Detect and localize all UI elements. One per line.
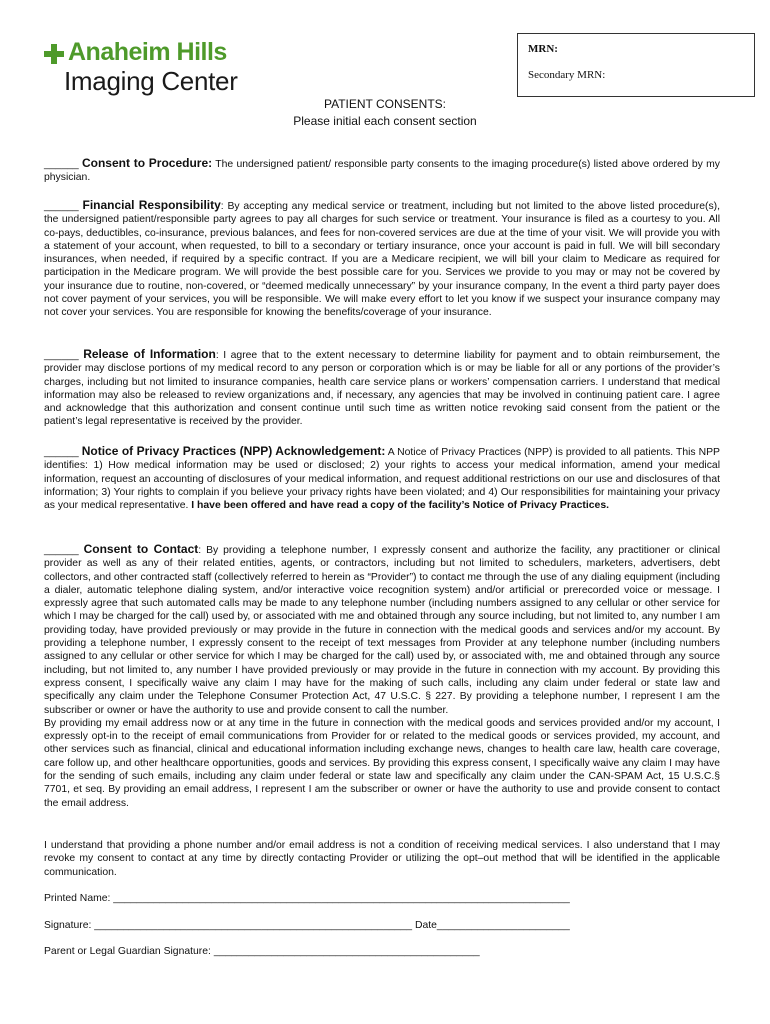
medical-cross-icon <box>44 44 64 64</box>
understanding-section <box>44 839 720 879</box>
mrn-label: MRN: <box>528 43 558 55</box>
email-consent-text: By providing my email address now or at any time in the future in connection with the medical goods and services provided and/or my account, I expressly opt-in to the receipt of email communications from Provider for or related to the medical goods or services provided, my account, and other services such as financial, clinical and educational information including exchange news, changes to health care law, health care coverage, care follow up, and other healthcare opportunities, goods and services. By providing this express consent, I specifically waive any claim I may have for the sending of such emails, including any claim under federal or state law and specifically any claim under the CAN-SPAM Act, 15 U.S.C.§ 7701, et seq. By providing an email address, I represent I am the subscriber or owner or have the authority to use and provide consent to contact the email address. <box>44 717 720 809</box>
financial-responsibility-section <box>44 199 720 320</box>
printed-name-field[interactable]: Printed Name: _______________________________________________________________________________ <box>44 893 570 904</box>
section-text: : By accepting any medical service or treatment, including but not limited to the above listed procedure(s), the undersigned patient/responsible party agrees to pay all charges for such service or treatment. Your insurance is filed as a courtesy to you. All co-pays, deductibles, co-insurance, previous balances, and fees for non-covered services are due at the time of your visit. We will provide you with a statement of your account, when requested, to bill to a secondary or tertiary insurance, once your account is paid in full. We will bill secondary insurances, when needed, if required by a specific contract. If you are a Medicare recipient, we will bill your claim to Medicare as required for participation in the Medicare program. We will provide the best possible care for you. Services we provide to you may or may not be covered by your insurance due to routine, non-covered, or “deemed medically unnecessary” by your insurance company, In the event a third party payer does not cover payment of your services, you will be responsible. We will make every effort to let you know if we suspect your insurance company may not cover your services. You are responsible for knowing the benefits/coverage of your insurance. <box>44 201 720 319</box>
release-of-information-section <box>44 348 720 429</box>
page-title: PATIENT CONSENTS: <box>323 97 446 111</box>
section-heading: Consent to Procedure: <box>81 156 213 170</box>
section-text: I understand that providing a phone number and/or email address is not a condition of receiving medical services. I also understand that I may revoke my consent to contact at any time by directly contacting Provider or utilizing the opt–out method that will be identified in the applicable communication. <box>44 840 720 878</box>
section-heading: Consent to Contact <box>83 542 199 556</box>
mrn-box <box>517 33 755 97</box>
consent-to-contact-section <box>44 543 720 810</box>
consent-procedure-section <box>44 157 720 185</box>
logo-line-2: Imaging Center <box>64 66 238 96</box>
signature-date-field[interactable]: Signature: _______________________________________________________ Date_______________________ <box>44 920 570 931</box>
page-subtitle: Please initial each consent section <box>293 114 477 128</box>
initial-blank[interactable]: ______ <box>44 447 79 458</box>
guardian-signature-field[interactable]: Parent or Legal Guardian Signature: ______________________________________________ <box>44 946 480 957</box>
section-heading: Financial Responsibility <box>82 198 221 212</box>
section-text: : By providing a telephone number, I expressly consent and authorize the facility, any practitioner or clinical provider as well as any of their related entities, agents, or contractors, including but not limited to schedulers, marketers, advertisers, debt collectors, and other contracted staff (collectively referred to herein as “Provider”) to contact me through the use of any dialing equipment (including a dialer, automatic telephone dialing system, and/or interactive voice recognition system) and/or artificial or prerecorded voice or message. I expressly agree that such automated calls may be made to any telephone number (including numbers assigned to any cellular or other service for which I may be charged for the call) used by, or associated with me and obtained through any source including, but not limited to, any number I am providing today, have provided previously or may provide in the future in connection with the medical goods and services and/or my account. By providing a telephone number, I expressly consent to the receipt of text messages from Provider at any telephone number (including numbers assigned to any cellular or other service for which I may be charged for the call) used by, or associated with, me and obtained through any source including, but not limited to, any number I have provided previously or may provide in the future in connection with my account. By providing this express consent, I specifically waive any claim I may have for the making of such calls, including any claim under federal or state law and specifically any claim under the Telephone Consumer Protection Act, 47 U.S.C. § 227. By providing a telephone number, I represent I am the subscriber or owner or have the authority to use and provide consent to call the number. <box>44 545 720 716</box>
initial-blank[interactable]: ______ <box>44 201 79 212</box>
privacy-practices-section <box>44 445 720 512</box>
section-text: : I agree that to the extent necessary to determine liability for payment and to obtain reimbursement, the provider may disclose portions of my medical record to any person or corporation which is or may be liable for all or any portions of the provider’s charges, including but not limited to insurance companies, health care service plans or workers’ compensation carriers. I understand that medical information may also be released to review organizations and, if necessary, any agencies that may be involved in continuing patient care. I agree and acknowledge that this authorization and consent continue until such time as written notice revoking said consent from the patient or the patient’s legal representative is received by the provider. <box>44 350 721 428</box>
initial-blank[interactable]: ______ <box>44 350 79 361</box>
initial-blank[interactable]: ______ <box>44 159 79 170</box>
section-text: A Notice of Privacy Practices (NPP) is provided to all patients. This NPP identifies: 1) How medical information may be used or disclosed; 2) your rights to access your medical information, amend your medical information, request an accounting of disclosures of your medical information, and request additional restrictions on our use and disclosures of that information; 3) Your rights to complain if you believe your privacy rights have been violated; and 4) Our responsibilities for maintaining your privacy as your medical representative. <box>44 447 720 512</box>
section-heading: Release of Information <box>83 347 216 361</box>
logo-line-1: Anaheim Hills <box>68 38 227 66</box>
initial-blank[interactable]: ______ <box>44 545 79 556</box>
npp-acknowledgement: I have been offered and have read a copy of the facility’s Notice of Privacy Practices. <box>191 500 609 512</box>
secondary-mrn-label: Secondary MRN: <box>528 69 606 81</box>
section-heading: Notice of Privacy Practices (NPP) Acknowledgement: <box>81 444 386 458</box>
section-text: The undersigned patient/ responsible party consents to the imaging procedure(s) listed above ordered by my physician. <box>44 159 720 184</box>
facility-logo <box>44 40 274 100</box>
